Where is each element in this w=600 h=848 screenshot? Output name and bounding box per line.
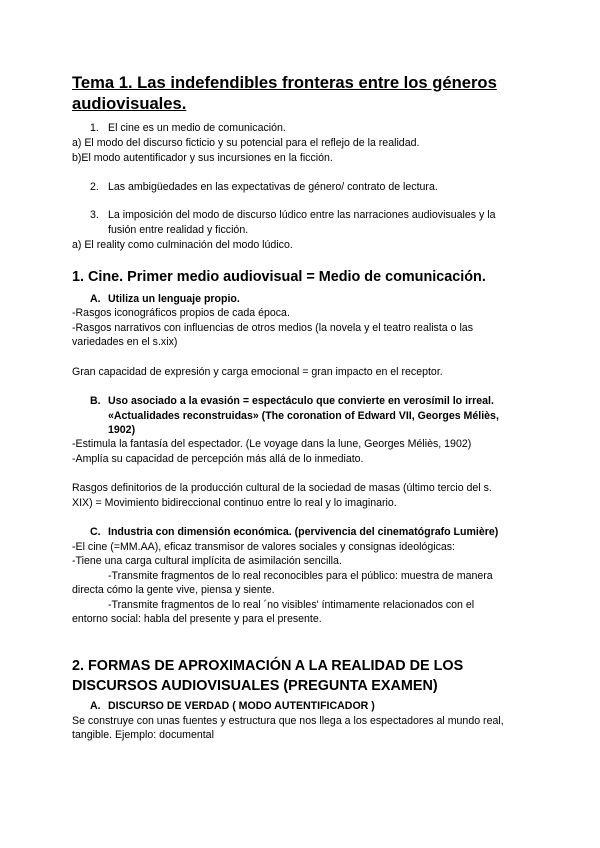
document-title: Tema 1. Las indefendibles fronteras entre los géneros audiovisuales.	[72, 73, 497, 113]
outline-item-3a: a) El reality como culminación del modo lúdico.	[72, 239, 293, 251]
section-1c-sub: -Transmite fragmentos de lo real ´no visibles' íntimamente relacionados con el	[108, 599, 475, 611]
section-1c-sub-cont: entorno social: habla del presente y para el presente.	[72, 613, 322, 625]
outline-item-3-cont: fusión entre realidad y ficción.	[108, 224, 249, 236]
section-1c-line: -El cine (=MM.AA), eficaz transmisor de valores sociales y consignas ideológicas:	[72, 541, 455, 553]
section-1b-paragraph: Rasgos definitorios de la producción cultural de la sociedad de masas (último tercio del s.	[72, 482, 492, 494]
section-1a-line: variedades en el s.xix)	[72, 336, 178, 348]
section-1c-sub: -Transmite fragmentos de lo real reconocibles para el público: muestra de manera	[108, 570, 493, 582]
section-1c-heading: C. Industria con dimensión económica. (pervivencia del cinematógrafo Lumière)	[90, 526, 499, 538]
section-1b-heading-cont: «Actualidades reconstruidas» (The coronation of Edward VII, Georges Méliès,	[108, 410, 499, 422]
section-1b-paragraph: XIX) = Movimiento bidireccional continuo entre lo real y lo imaginario.	[72, 497, 397, 509]
section-1b-line: -Amplía su capacidad de percepción más allá de lo inmediato.	[72, 453, 364, 465]
section-2-heading-cont: DISCURSOS AUDIOVISUALES (PREGUNTA EXAMEN)	[72, 678, 438, 694]
section-2-heading: 2. FORMAS DE APROXIMACIÓN A LA REALIDAD DE LOS	[72, 658, 464, 674]
section-1b-heading: B. Uso asociado a la evasión = espectáculo que convierte en verosímil lo irreal.	[90, 395, 494, 407]
outline-item-1a: a) El modo del discurso ficticio y su potencial para el reflejo de la realidad.	[72, 137, 420, 149]
outline-item-3: 3. La imposición del modo de discurso lúdico entre las narraciones audiovisuales y la	[90, 209, 496, 221]
section-1-heading: 1. Cine. Primer medio audiovisual = Medio de comunicación.	[72, 269, 486, 285]
section-1a-line: -Rasgos iconográficos propios de cada época.	[72, 307, 290, 319]
outline-item-2: 2. Las ambigüedades en las expectativas de género/ contrato de lectura.	[90, 181, 438, 193]
section-2a-line: tangible. Ejemplo: documental	[72, 729, 214, 741]
section-2a-heading: A. DISCURSO DE VERDAD ( MODO AUTENTIFICADOR )	[90, 700, 375, 712]
section-1a-heading: A. Utiliza un lenguaje propio.	[90, 293, 240, 305]
section-1b-line: -Estimula la fantasía del espectador. (Le voyage dans la lune, Georges Méliès, 1902)	[72, 438, 472, 450]
outline-item-1b: b)El modo autentificador y sus incursiones en la ficción.	[72, 152, 333, 164]
section-2a-line: Se construye con unas fuentes y estructura que nos llega a los espectadores al mundo real,	[72, 715, 504, 727]
outline-item-1: 1. El cine es un medio de comunicación.	[90, 122, 286, 134]
section-1c-sub-cont: directa cómo la gente vive, piensa y siente.	[72, 584, 275, 596]
section-1a-line: -Rasgos narrativos con influencias de otros medios (la novela y el teatro realista o las	[72, 322, 473, 334]
section-1c-line: -Tiene una carga cultural implícita de asimilación sencilla.	[72, 555, 342, 567]
section-1a-summary: Gran capacidad de expresión y carga emocional = gran impacto en el receptor.	[72, 366, 443, 378]
section-1b-heading-cont: 1902)	[108, 424, 136, 436]
